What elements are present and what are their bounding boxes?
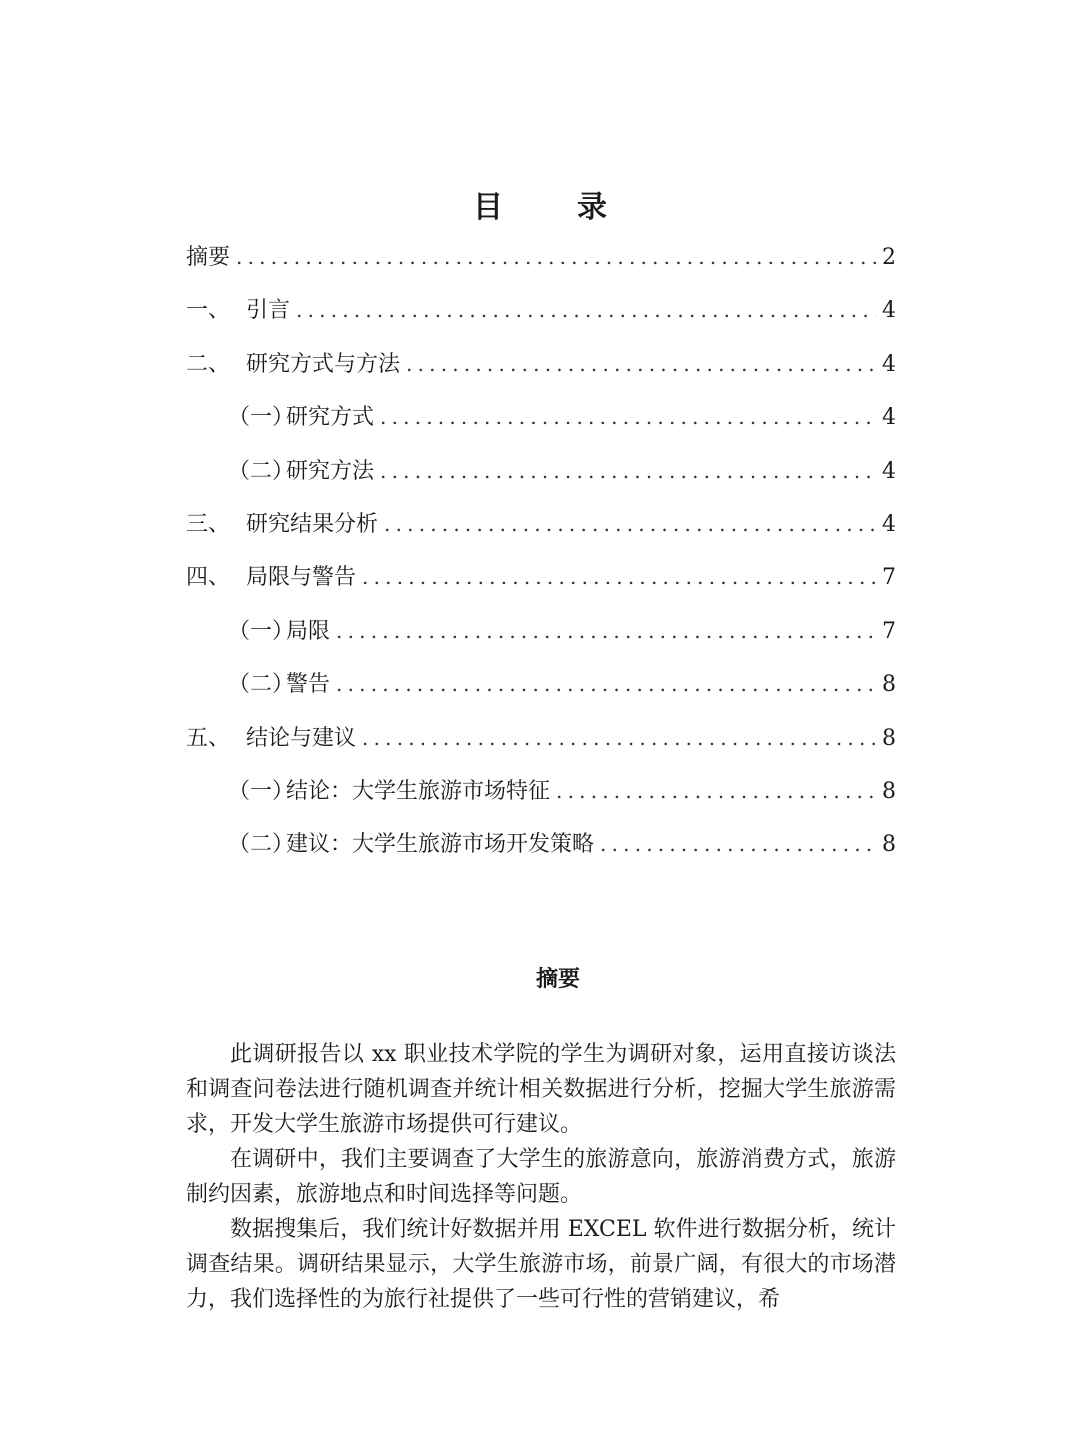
toc-entry-number: 二、: [186, 351, 231, 377]
abstract-heading: 摘要: [535, 967, 580, 992]
toc-page-number: 7: [882, 565, 896, 591]
toc-entry-number: 三、: [186, 511, 231, 537]
toc-dot-leader: [380, 391, 876, 444]
toc-entry-label: 结论与建议: [246, 725, 357, 751]
toc-page-number: 8: [882, 832, 896, 858]
toc-entry-label: 建议：大学生旅游市场开发策略: [286, 832, 595, 858]
toc-dot-leader: [406, 338, 876, 391]
toc-entry-label: 摘要: [186, 244, 231, 270]
toc-entry-label: 结论：大学生旅游市场特征: [286, 778, 551, 804]
toc-dot-leader: [236, 231, 876, 284]
toc-dot-leader: [362, 551, 876, 604]
toc-entry-number: 四、: [186, 565, 231, 591]
toc-page-number: 8: [882, 672, 896, 698]
toc-entry-label: 局限与警告: [246, 565, 357, 591]
toc-entry-number: （二）: [228, 832, 295, 858]
toc-page-number: 4: [882, 405, 896, 431]
toc-entry[interactable]: [186, 284, 896, 337]
toc-entry-label: 研究方式与方法: [246, 351, 401, 377]
toc-dot-leader: [362, 712, 876, 765]
toc-entry[interactable]: [186, 391, 896, 444]
toc-entry-label: 局限: [286, 618, 331, 644]
toc-entry-number: 一、: [186, 298, 231, 324]
toc-dot-leader: [336, 605, 876, 658]
abstract-body: [186, 1037, 896, 1317]
toc-dot-leader: [600, 818, 876, 871]
toc-dot-leader: [336, 658, 876, 711]
toc-page-number: 4: [882, 351, 896, 377]
toc-entry[interactable]: [186, 551, 896, 604]
toc-entry[interactable]: [186, 231, 896, 284]
toc-entry[interactable]: [186, 605, 896, 658]
toc-entry-label: 研究方法: [286, 458, 375, 484]
toc-page-number: 8: [882, 778, 896, 804]
toc-dot-leader: [296, 284, 876, 337]
toc-entry[interactable]: [186, 658, 896, 711]
abstract-paragraph: 数据搜集后，我们统计好数据并用 EXCEL 软件进行数据分析，统计调查结果。调研结果显示，大学生旅游市场，前景广阔，有很大的市场潜力，我们选择性的为旅行社提供了一些可行性的营销建议，希: [186, 1217, 896, 1312]
toc-page-number: 4: [882, 458, 896, 484]
toc-title: 目 录: [473, 190, 629, 225]
toc-entry[interactable]: [186, 338, 896, 391]
toc-entry-number: （一）: [228, 618, 295, 644]
toc-entry[interactable]: [186, 445, 896, 498]
toc-entry-label: 研究结果分析: [246, 511, 379, 537]
toc-entry-number: （一）: [228, 405, 295, 431]
toc-entry-label: 警告: [286, 672, 331, 698]
toc-page-number: 4: [882, 511, 896, 537]
table-of-contents: [186, 231, 896, 872]
toc-entry-label: 引言: [246, 298, 291, 324]
toc-page-number: 8: [882, 725, 896, 751]
toc-entry-number: （一）: [228, 778, 295, 804]
toc-entry-number: （二）: [228, 672, 295, 698]
toc-entry[interactable]: [186, 498, 896, 551]
toc-page-number: 7: [882, 618, 896, 644]
toc-dot-leader: [384, 498, 876, 551]
toc-entry-number: （二）: [228, 458, 295, 484]
abstract-paragraph: 在调研中，我们主要调查了大学生的旅游意向，旅游消费方式，旅游制约因素，旅游地点和时间选择等问题。: [186, 1147, 896, 1207]
toc-entry-number: 五、: [186, 725, 231, 751]
toc-dot-leader: [556, 765, 876, 818]
toc-entry-label: 研究方式: [286, 405, 375, 431]
toc-page-number: 2: [882, 244, 896, 270]
toc-entry[interactable]: [186, 712, 896, 765]
toc-entry[interactable]: [186, 818, 896, 871]
toc-entry[interactable]: [186, 765, 896, 818]
toc-page-number: 4: [882, 298, 896, 324]
abstract-paragraph: 此调研报告以 xx 职业技术学院的学生为调研对象，运用直接访谈法和调查问卷法进行随机调查并统计相关数据进行分析，挖掘大学生旅游需求，开发大学生旅游市场提供可行建议。: [186, 1042, 896, 1137]
toc-dot-leader: [380, 445, 876, 498]
